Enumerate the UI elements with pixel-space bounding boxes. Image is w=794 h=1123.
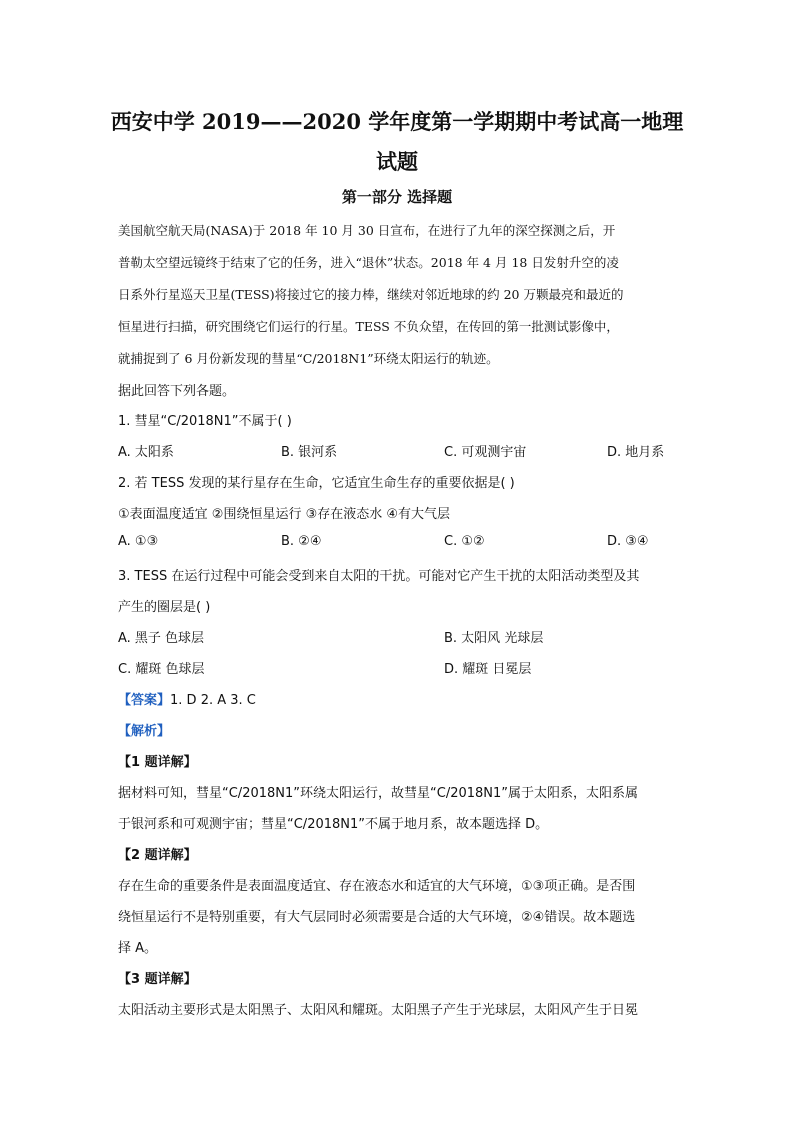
answer-row — [118, 689, 256, 708]
question-1-option-a: A. 太阳系 — [118, 445, 174, 460]
detail-1-text: 于银河系和可观测宇宙；彗星“C/2018N1”不属于地月系，故本题选择 D。 — [118, 817, 549, 832]
question-1-stem: 1. 彗星“C/2018N1”不属于( ) — [118, 414, 292, 429]
question-3-option-b: B. 太阳风 光球层 — [444, 631, 544, 646]
question-2-option-c: C. ①② — [444, 534, 485, 549]
detail-2-text: 择 A。 — [118, 941, 158, 956]
answer-text: 1. D 2. A 3. C — [170, 693, 256, 708]
material-line: 就捕捉到了 6 月份新发现的彗星“C/2018N1”环绕太阳运行的轨迹。 — [118, 351, 499, 366]
detail-2-text: 存在生命的重要条件是表面温度适宜、存在液态水和适宜的大气环境，①③项正确。是否围 — [118, 879, 636, 894]
material-line: 日系外行星巡天卫星(TESS)将接过它的接力棒，继续对邻近地球的约 20 万颗最亮和最近的 — [118, 287, 624, 302]
material-line: 普勒太空望远镜终于结束了它的任务，进入“退休”状态。2018 年 4 月 18 日发射升空的凌 — [118, 255, 619, 270]
detail-1-label: 【1 题详解】 — [118, 755, 197, 770]
material-line: 美国航空航天局(NASA)于 2018 年 10 月 30 日宣布，在进行了九年的深空探测之后，开 — [118, 223, 616, 238]
section-heading: 第一部分 选择题 — [341, 188, 453, 206]
material-line: 恒星进行扫描，研究围绕它们运行的行星。TESS 不负众望，在传回的第一批测试影像中， — [118, 319, 619, 334]
exam-title-continued: 试题 — [376, 149, 418, 174]
question-prompt: 据此回答下列各题。 — [118, 384, 236, 399]
question-2-option-a: A. ①③ — [118, 534, 159, 549]
question-3-option-a: A. 黑子 色球层 — [118, 631, 205, 646]
exam-title: 西安中学 2019——2020 学年度第一学期期中考试高一地理 — [110, 109, 684, 134]
question-2-stem: 2. 若 TESS 发现的某行星存在生命，它适宜生命生存的重要依据是( ) — [118, 476, 515, 491]
answer-label: 【答案】 — [118, 693, 171, 708]
question-3-stem-continued: 产生的圈层是( ) — [118, 600, 211, 615]
question-1-option-d: D. 地月系 — [607, 445, 665, 460]
detail-3-label: 【3 题详解】 — [118, 972, 197, 987]
question-2-option-b: B. ②④ — [281, 534, 322, 549]
question-3-option-d: D. 耀斑 日冕层 — [444, 662, 532, 677]
detail-2-label: 【2 题详解】 — [118, 848, 197, 863]
analysis-label: 【解析】 — [118, 724, 171, 739]
detail-2-text: 绕恒星运行不是特别重要，有大气层同时必须需要是合适的大气环境，②④错误。故本题选 — [118, 910, 636, 925]
detail-1-text: 据材料可知，彗星“C/2018N1”环绕太阳运行，故彗星“C/2018N1”属于太阳系，太阳系属 — [118, 786, 639, 801]
question-1-option-b: B. 银河系 — [281, 445, 338, 460]
question-3-stem: 3. TESS 在运行过程中可能会受到来自太阳的干扰。可能对它产生干扰的太阳活动类型及其 — [118, 569, 640, 584]
question-2-conditions: ①表面温度适宜 ②围绕恒星运行 ③存在液态水 ④有大气层 — [118, 507, 451, 522]
detail-3-text: 太阳活动主要形式是太阳黑子、太阳风和耀斑。太阳黑子产生于光球层，太阳风产生于日冕 — [118, 1003, 639, 1018]
question-3-option-c: C. 耀斑 色球层 — [118, 662, 205, 677]
question-2-option-d: D. ③④ — [607, 534, 649, 549]
question-1-option-c: C. 可观测宇宙 — [444, 445, 527, 460]
